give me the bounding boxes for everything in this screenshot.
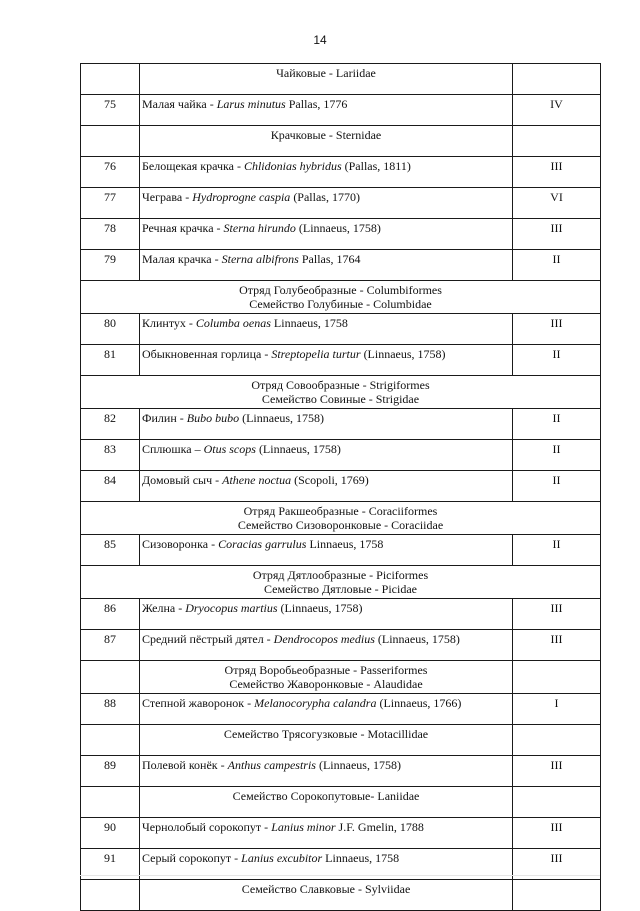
species-row <box>81 314 601 345</box>
species-latin-name: Coracias garrulus <box>218 537 307 551</box>
taxon-section-row <box>81 376 601 409</box>
taxon-section-row <box>81 281 601 314</box>
species-name <box>140 250 513 281</box>
taxon-heading-line: Чайковые - Lariidae <box>276 66 376 80</box>
species-category: VI <box>513 188 601 219</box>
empty-number-cell <box>81 661 140 694</box>
species-name <box>140 599 513 630</box>
species-name <box>140 535 513 566</box>
species-latin-name: Larus minutus <box>216 97 286 111</box>
empty-category-cell <box>513 661 601 694</box>
species-category: III <box>513 157 601 188</box>
species-author: Linnaeus, 1758 <box>306 537 384 551</box>
taxon-section-row <box>81 880 601 911</box>
species-table <box>80 63 601 911</box>
species-category: III <box>513 219 601 250</box>
species-number: 87 <box>81 630 140 661</box>
species-name <box>140 818 513 849</box>
taxon-heading-line: Отряд Совообразные - Strigiformes <box>251 378 430 392</box>
taxon-section-row <box>81 725 601 756</box>
species-number: 77 <box>81 188 140 219</box>
species-category: III <box>513 818 601 849</box>
taxon-heading-line: Отряд Воробьеобразные - Passeriformes <box>224 663 428 677</box>
species-latin-name: Columba oenas <box>195 316 271 330</box>
taxon-section-row <box>81 64 601 95</box>
species-author: (Pallas, 1811) <box>341 159 411 173</box>
species-row <box>81 630 601 661</box>
species-row <box>81 250 601 281</box>
taxon-heading <box>81 281 601 314</box>
species-category: I <box>513 694 601 725</box>
taxon-section-row <box>81 126 601 157</box>
species-author: (Pallas, 1770) <box>290 190 360 204</box>
empty-number-cell <box>81 64 140 95</box>
species-russian-name: Чеграва - <box>142 190 193 204</box>
species-number: 82 <box>81 409 140 440</box>
species-russian-name: Малая крачка - <box>142 252 222 266</box>
taxon-section-row <box>81 787 601 818</box>
species-latin-name: Chlidonias hybridus <box>243 159 342 173</box>
species-latin-name: Anthus campestris <box>227 758 316 772</box>
species-category: III <box>513 599 601 630</box>
species-author: (Linnaeus, 1758) <box>315 758 401 772</box>
empty-category-cell <box>513 725 601 756</box>
page-bottom-rule <box>80 875 600 876</box>
species-row <box>81 188 601 219</box>
species-category: III <box>513 756 601 787</box>
species-russian-name: Серый сорокопут - <box>142 851 242 865</box>
species-russian-name: Речная крачка - <box>142 221 224 235</box>
species-row <box>81 345 601 376</box>
taxon-heading <box>140 661 513 694</box>
species-author: (Linnaeus, 1758) <box>360 347 446 361</box>
species-number: 83 <box>81 440 140 471</box>
species-name <box>140 694 513 725</box>
species-row <box>81 219 601 250</box>
species-author: (Linnaeus, 1758) <box>277 601 363 615</box>
taxon-heading-line: Семейство Сизоворонковые - Coraciidae <box>237 518 444 532</box>
species-category: II <box>513 409 601 440</box>
species-latin-name: Sterna hirundo <box>223 221 296 235</box>
taxon-heading-line: Отряд Дятлообразные - Piciformes <box>252 568 429 582</box>
taxon-heading <box>140 725 513 756</box>
species-number: 81 <box>81 345 140 376</box>
species-category: II <box>513 535 601 566</box>
species-author: Pallas, 1776 <box>285 97 348 111</box>
species-number: 90 <box>81 818 140 849</box>
taxon-heading <box>140 64 513 95</box>
species-latin-name: Streptopelia turtur <box>271 347 361 361</box>
species-russian-name: Обыкновенная горлица - <box>142 347 272 361</box>
taxon-section-row <box>81 661 601 694</box>
species-name <box>140 314 513 345</box>
species-name <box>140 630 513 661</box>
species-row <box>81 157 601 188</box>
species-number: 78 <box>81 219 140 250</box>
empty-category-cell <box>513 126 601 157</box>
species-russian-name: Степной жаворонок - <box>142 696 255 710</box>
empty-category-cell <box>513 787 601 818</box>
species-row <box>81 694 601 725</box>
taxon-heading-line: Семейство Славковые - Sylviidae <box>241 882 411 896</box>
species-russian-name: Средний пёстрый дятел - <box>142 632 274 646</box>
species-category: II <box>513 345 601 376</box>
species-number: 86 <box>81 599 140 630</box>
taxon-heading-line: Семейство Трясогузковые - Motacillidae <box>223 727 429 741</box>
taxon-heading-line: Отряд Ракшеобразные - Coraciiformes <box>243 504 438 518</box>
species-latin-name: Otus scops <box>203 442 256 456</box>
species-latin-name: Dryocopus martius <box>185 601 278 615</box>
species-author: (Scopoli, 1769) <box>291 473 369 487</box>
species-author: (Linnaeus, 1766) <box>376 696 462 710</box>
species-category: II <box>513 440 601 471</box>
species-russian-name: Домовый сыч - <box>142 473 223 487</box>
species-latin-name: Lanius excubitor <box>241 851 323 865</box>
species-row <box>81 535 601 566</box>
empty-number-cell <box>81 126 140 157</box>
species-russian-name: Сплюшка – <box>142 442 204 456</box>
species-category: III <box>513 630 601 661</box>
species-latin-name: Dendrocopos medius <box>273 632 375 646</box>
species-number: 75 <box>81 95 140 126</box>
species-number: 79 <box>81 250 140 281</box>
species-category: III <box>513 849 601 880</box>
species-author: (Linnaeus, 1758) <box>295 221 381 235</box>
taxon-heading <box>81 502 601 535</box>
taxon-heading <box>140 126 513 157</box>
taxon-heading-line: Семейство Сорокопутовые- Laniidae <box>232 789 420 803</box>
page-number: 14 <box>313 33 327 47</box>
species-author: Linnaeus, 1758 <box>322 851 400 865</box>
taxon-section-row <box>81 502 601 535</box>
species-author: Linnaeus, 1758 <box>270 316 348 330</box>
species-number: 89 <box>81 756 140 787</box>
taxon-section-row <box>81 566 601 599</box>
species-category: II <box>513 471 601 502</box>
taxon-heading-line: Семейство Совиные - Strigidae <box>261 392 420 406</box>
species-name <box>140 756 513 787</box>
species-latin-name: Lanius minor <box>271 820 336 834</box>
taxon-heading-line: Семейство Голубиные - Columbidae <box>249 297 432 311</box>
species-name <box>140 188 513 219</box>
species-name <box>140 409 513 440</box>
taxon-heading <box>140 787 513 818</box>
taxon-heading-line: Семейство Жаворонковые - Alaudidae <box>229 677 423 691</box>
species-row <box>81 756 601 787</box>
species-name <box>140 95 513 126</box>
species-author: (Linnaeus, 1758) <box>239 411 325 425</box>
species-russian-name: Белощекая крачка - <box>142 159 244 173</box>
taxon-heading <box>81 566 601 599</box>
species-author: (Linnaeus, 1758) <box>255 442 341 456</box>
species-name <box>140 219 513 250</box>
empty-number-cell <box>81 880 140 911</box>
species-author: (Linnaeus, 1758) <box>374 632 460 646</box>
species-russian-name: Малая чайка - <box>142 97 217 111</box>
species-russian-name: Желна - <box>142 601 186 615</box>
taxon-heading-line: Семейство Дятловые - Picidae <box>264 582 417 596</box>
species-russian-name: Клинтух - <box>142 316 196 330</box>
table-body <box>81 64 601 911</box>
empty-category-cell <box>513 880 601 911</box>
species-row <box>81 818 601 849</box>
empty-number-cell <box>81 725 140 756</box>
species-row <box>81 409 601 440</box>
species-row <box>81 471 601 502</box>
species-category: II <box>513 250 601 281</box>
species-category: IV <box>513 95 601 126</box>
species-name <box>140 440 513 471</box>
species-number: 91 <box>81 849 140 880</box>
species-number: 85 <box>81 535 140 566</box>
species-latin-name: Athene noctua <box>222 473 292 487</box>
species-russian-name: Сизоворонка - <box>142 537 219 551</box>
species-author: Pallas, 1764 <box>298 252 361 266</box>
species-name <box>140 157 513 188</box>
species-latin-name: Sterna albifrons <box>221 252 299 266</box>
species-row <box>81 440 601 471</box>
taxon-heading-line: Крачковые - Sternidae <box>270 128 382 142</box>
species-latin-name: Bubo bubo <box>186 411 240 425</box>
species-number: 80 <box>81 314 140 345</box>
species-number: 88 <box>81 694 140 725</box>
species-number: 84 <box>81 471 140 502</box>
species-name <box>140 471 513 502</box>
species-row <box>81 95 601 126</box>
taxon-heading <box>81 376 601 409</box>
species-name <box>140 345 513 376</box>
taxon-heading <box>140 880 513 911</box>
species-author: J.F. Gmelin, 1788 <box>335 820 424 834</box>
empty-category-cell <box>513 64 601 95</box>
species-category: III <box>513 314 601 345</box>
species-russian-name: Чернолобый сорокопут - <box>142 820 272 834</box>
empty-number-cell <box>81 787 140 818</box>
species-latin-name: Melanocorypha calandra <box>254 696 377 710</box>
species-row <box>81 599 601 630</box>
species-latin-name: Hydroprogne caspia <box>192 190 291 204</box>
species-russian-name: Полевой конёк - <box>142 758 228 772</box>
species-number: 76 <box>81 157 140 188</box>
species-russian-name: Филин - <box>142 411 187 425</box>
taxon-heading-line: Отряд Голубеобразные - Columbiformes <box>239 283 442 297</box>
